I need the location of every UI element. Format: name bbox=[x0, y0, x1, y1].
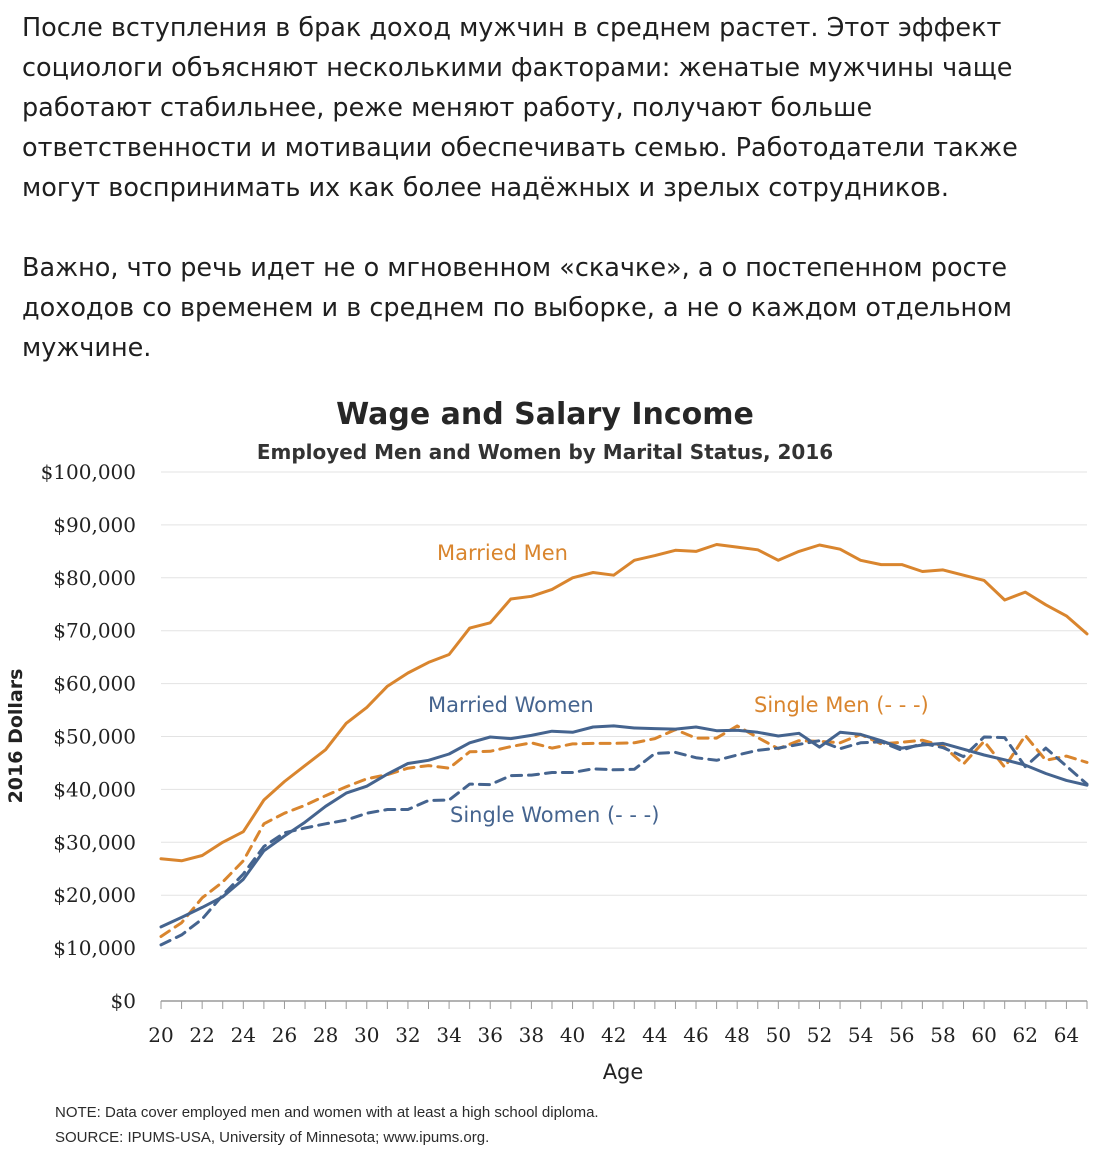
x-tick-label: 22 bbox=[189, 1023, 215, 1047]
x-tick-label: 38 bbox=[518, 1023, 545, 1047]
annotation-married-women: Married Women bbox=[428, 693, 594, 717]
x-tick-label: 48 bbox=[724, 1023, 750, 1047]
annotation-single-women: Single Women (- - -) bbox=[450, 803, 660, 827]
series-line-single-men bbox=[161, 726, 1087, 937]
x-tick-label: 44 bbox=[642, 1023, 668, 1047]
y-tick-label: $50,000 bbox=[53, 724, 136, 749]
post-paragraph-2: Важно, что речь идет не о мгновенном «скачке», а о постепенном росте доходов со временем и в среднем по выборке, а не о каждом отдельном мужчине. bbox=[22, 253, 1013, 363]
y-tick-label: $60,000 bbox=[53, 671, 136, 696]
x-tick-label: 30 bbox=[354, 1023, 380, 1047]
chart-grid bbox=[161, 472, 1087, 1001]
x-tick-label: 46 bbox=[683, 1023, 709, 1047]
x-tick-label: 34 bbox=[436, 1023, 462, 1047]
x-tick-label: 24 bbox=[230, 1023, 257, 1047]
annotation-single-men: Single Men (- - -) bbox=[754, 693, 929, 717]
x-tick-label: 64 bbox=[1053, 1023, 1080, 1047]
chart-title: Wage and Salary Income bbox=[336, 397, 754, 432]
y-tick-label: $70,000 bbox=[53, 618, 136, 643]
wage-income-chart bbox=[0, 370, 1096, 1160]
x-tick-label: 26 bbox=[271, 1023, 298, 1047]
x-tick-label: 56 bbox=[889, 1023, 915, 1047]
x-tick-label: 50 bbox=[765, 1023, 792, 1047]
x-tick-label: 20 bbox=[148, 1023, 174, 1047]
y-tick-label: $90,000 bbox=[53, 512, 136, 537]
post-paragraph-1: После вступления в брак доход мужчин в среднем растет. Этот эффект социологи объясняют несколькими факторами: женатые мужчины чаще работают стабильнее, реже меняют работу, получают больше ответственности и мотивации обеспечивать семью. Работодатели также могут воспринимать их как более надёжных и зрелых сотрудников. bbox=[22, 13, 1018, 203]
chart-series bbox=[161, 545, 1087, 945]
y-tick-label: $10,000 bbox=[53, 936, 136, 961]
y-axis-label: 2016 Dollars bbox=[5, 668, 27, 804]
x-tick-label: 52 bbox=[806, 1023, 833, 1047]
x-tick-label: 28 bbox=[312, 1023, 339, 1047]
y-tick-label: $0 bbox=[110, 989, 136, 1013]
y-tick-label: $100,000 bbox=[40, 460, 136, 484]
x-tick-label: 62 bbox=[1012, 1023, 1038, 1047]
y-tick-label: $30,000 bbox=[53, 830, 136, 855]
x-tick-label: 42 bbox=[600, 1023, 627, 1047]
chart-note: NOTE: Data cover employed men and women with at least a high school diploma. bbox=[55, 1104, 599, 1121]
x-tick-label: 40 bbox=[559, 1023, 586, 1047]
y-tick-label: $20,000 bbox=[53, 883, 136, 908]
y-tick-label: $80,000 bbox=[53, 565, 136, 590]
x-axis-ticks bbox=[148, 1001, 1087, 1047]
annotation-married-men: Married Men bbox=[437, 541, 568, 565]
x-tick-label: 60 bbox=[971, 1023, 997, 1047]
y-tick-label: $40,000 bbox=[53, 777, 136, 802]
x-tick-label: 54 bbox=[847, 1023, 874, 1047]
x-tick-label: 58 bbox=[930, 1023, 956, 1047]
post-text bbox=[22, 8, 1072, 368]
chart-subtitle: Employed Men and Women by Marital Status, 2016 bbox=[256, 440, 834, 464]
chart-source: SOURCE: IPUMS-USA, University of Minnesota; www.ipums.org. bbox=[55, 1129, 490, 1146]
x-axis-label: Age bbox=[602, 1060, 644, 1084]
x-tick-label: 32 bbox=[395, 1023, 421, 1047]
y-axis-ticks bbox=[41, 460, 136, 1013]
x-tick-label: 36 bbox=[477, 1023, 503, 1047]
